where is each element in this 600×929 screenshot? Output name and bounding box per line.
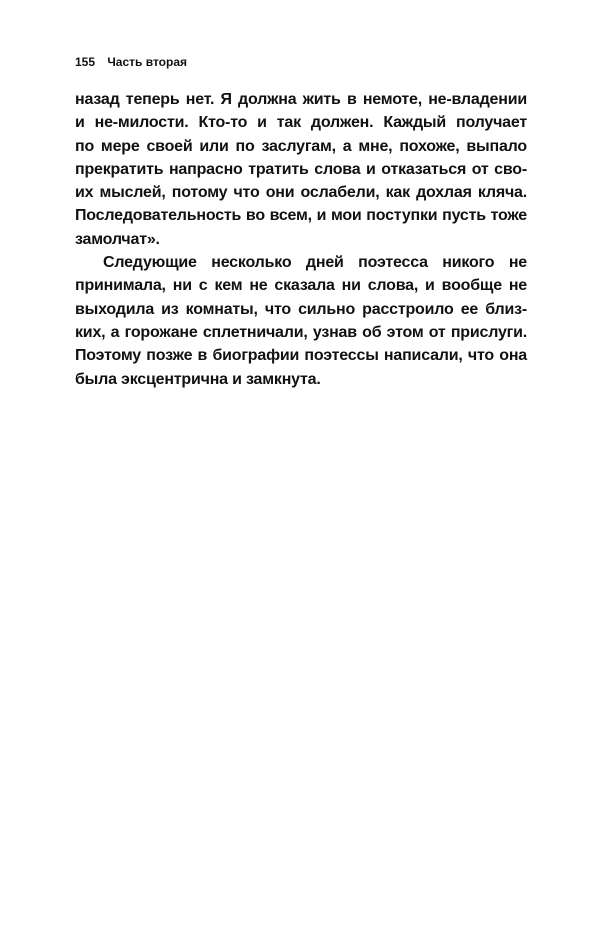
text-line: Следующие несколько дней поэтесса никого не [103,254,527,272]
text-line: Поэтому позже в биографии поэтессы написали, что она [75,347,527,365]
text-line: прекратить напрасно тратить слова и отказаться от сво- [75,160,527,178]
paragraph-1 [75,88,527,251]
paragraph-2 [75,251,527,391]
text-line: и не-милости. Кто-то и так должен. Каждый получает [75,114,527,132]
page-body [75,88,527,391]
text-line: по мере своей или по заслугам, а мне, похоже, выпало [75,137,527,155]
text-line: Последовательность во всем, и мои поступки пусть тоже [75,207,527,225]
text-line: принимала, ни с кем не сказала ни слова, и вообще не [75,277,527,295]
text-line: назад теперь нет. Я должна жить в немоте, не-владении [75,91,527,108]
text-line: ких, а горожане сплетничали, узнав об этом от прислуги. [75,323,527,341]
text-line: замолчат». [75,230,160,248]
page-number: 155 [75,55,96,69]
text-line: была эксцентрична и замкнута. [75,370,321,388]
text-line: их мыслей, потому что они ослабели, как дохлая кляча. [75,184,527,202]
text-line: выходила из комнаты, что сильно расстроило ее близ- [75,300,527,318]
running-header [75,55,187,69]
section-title: Часть вторая [107,55,188,69]
